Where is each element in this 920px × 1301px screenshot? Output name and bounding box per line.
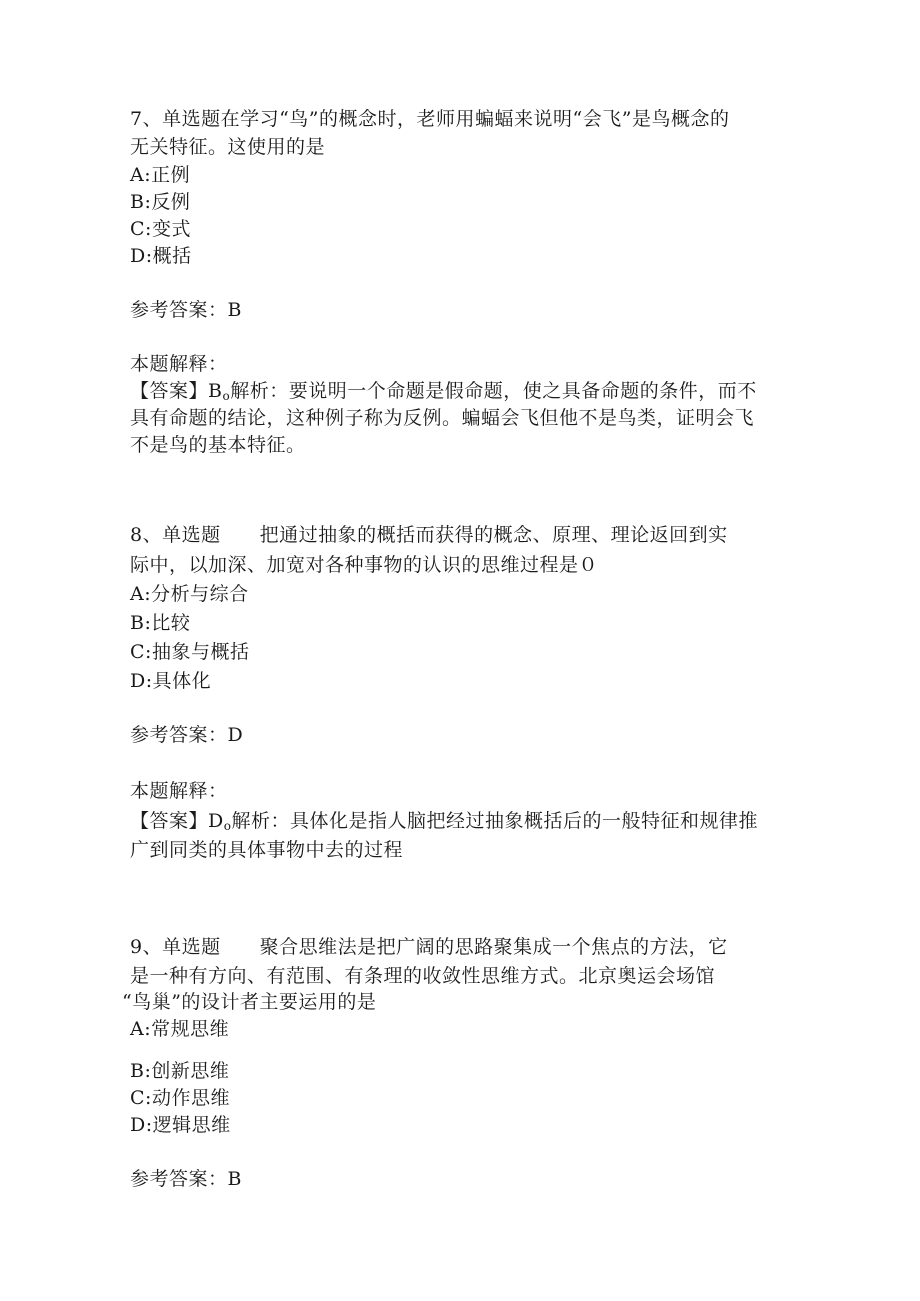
q9-option-d: D:逻辑思维 (130, 1114, 231, 1136)
q8-stem-line-2: 际中，以加深、加宽对各种事物的认识的思维过程是０ (130, 554, 599, 576)
q8-explain-line-1 (130, 808, 758, 839)
q8-explain-label: 本题解释： (130, 780, 228, 802)
q7-answer: 参考答案：B (130, 299, 242, 321)
q8-explain-rest: 解析：具体化是指人脑把经过抽象概括后的一般特征和规律推 (231, 810, 758, 832)
q9-answer: 参考答案：B (130, 1168, 242, 1190)
q7-explain-label: 本题解释： (130, 353, 228, 375)
q7-stem-line-2: 无关特征。这使用的是 (130, 136, 326, 158)
q9-option-c: C:动作思维 (130, 1087, 230, 1109)
q7-stem-line-1: 7、单选题在学习“鸟”的概念时，老师用蝙蝠来说明“会飞”是鸟概念的 (130, 108, 730, 130)
q8-option-b: B:比较 (130, 612, 191, 634)
q7-option-a: A:正例 (130, 164, 191, 186)
q7-explain-sub: o (222, 389, 231, 403)
q7-option-c: C:变式 (130, 218, 191, 240)
q8-explain-line-2: 广到同类的具体事物中去的过程 (130, 839, 404, 861)
q9-stem-line-3: “鸟巢”的设计者主要运用的是 (122, 991, 377, 1013)
q7-explain-line-3: 不是鸟的基本特征。 (130, 434, 306, 456)
q7-explain-line-2: 具有命题的结论，这种例子称为反例。蝙蝠会飞但他不是鸟类，证明会飞 (130, 407, 755, 429)
q7-explain-rest: 解析：要说明一个命题是假命题，使之具备命题的条件，而不 (230, 380, 757, 402)
q8-answer: 参考答案：D (130, 724, 244, 746)
q8-explain-sub: o (223, 819, 232, 833)
q9-option-a: A:常规思维 (130, 1018, 230, 1040)
q9-stem-line-1: 9、单选题 聚合思维法是把广阔的思路聚集成一个焦点的方法，它 (130, 936, 728, 958)
q7-option-d: D:概括 (130, 245, 192, 267)
q8-option-a: A:分析与综合 (130, 583, 249, 605)
q8-option-d: D:具体化 (130, 670, 212, 692)
q7-option-b: B:反例 (130, 191, 191, 213)
q8-stem-line-1: 8、单选题 把通过抽象的概括而获得的概念、原理、理论返回到实 (130, 524, 728, 546)
q8-option-c: C:抽象与概括 (130, 641, 250, 663)
q8-explain-prefix: 【答案】D (130, 810, 224, 832)
q7-explain-prefix: 【答案】B (130, 380, 223, 402)
q9-option-b: B:创新思维 (130, 1060, 230, 1082)
q9-stem-line-2: 是一种有方向、有范围、有条理的收敛性思维方式。北京奥运会场馆 (130, 965, 716, 987)
